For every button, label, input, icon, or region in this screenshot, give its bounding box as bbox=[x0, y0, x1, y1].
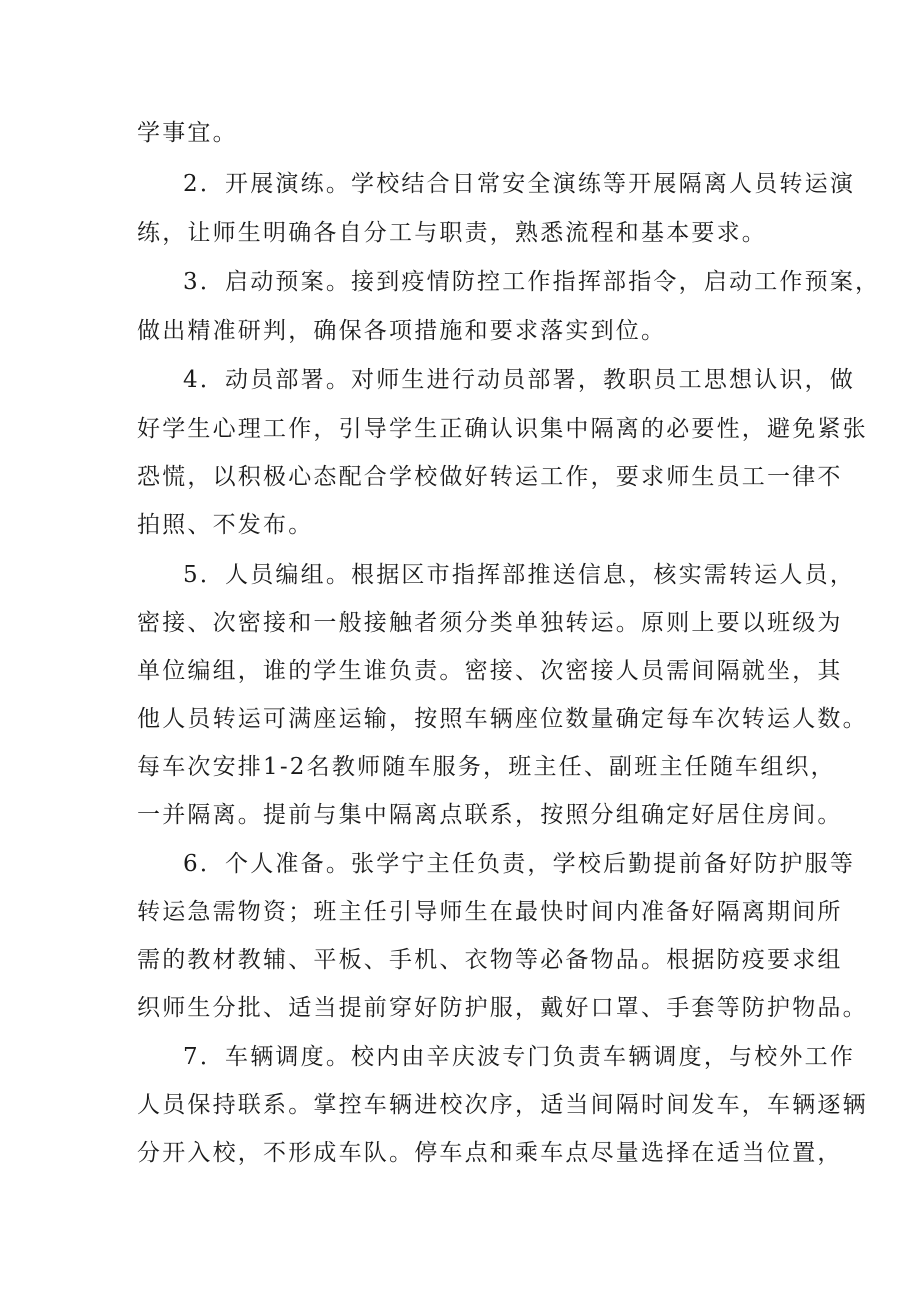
text-line-20: 7．车辆调度。校内由辛庆波专门负责车辆调度，与校外工作 bbox=[183, 1044, 856, 1070]
text-line-8: 恐慌，以积极心态配合学校做好转运工作，要求师生员工一律不 bbox=[137, 464, 843, 490]
text-line-7: 好学生心理工作，引导学生正确认识集中隔离的必要性，避免紧张 bbox=[137, 416, 868, 442]
text-line-2: 2．开展演练。学校结合日常安全演练等开展隔离人员转运演 bbox=[183, 171, 856, 197]
text-line-4: 3．启动预案。接到疫情防控工作指挥部指令，启动工作预案， bbox=[183, 269, 881, 295]
text-line-11: 密接、次密接和一般接触者须分类单独转运。原则上要以班级为 bbox=[137, 610, 843, 636]
text-line-19: 织师生分批、适当提前穿好防护服，戴好口罩、手套等防护物品。 bbox=[137, 995, 868, 1021]
text-line-17: 转运急需物资；班主任引导师生在最快时间内准备好隔离期间所 bbox=[137, 899, 843, 925]
text-line-9: 拍照、不发布。 bbox=[137, 512, 314, 538]
text-line-6: 4．动员部署。对师生进行动员部署，教职员工思想认识，做 bbox=[183, 367, 856, 393]
text-line-18: 需的教材教辅、平板、手机、衣物等必备物品。根据防疫要求组 bbox=[137, 947, 843, 973]
text-line-1: 学事宜。 bbox=[137, 120, 238, 146]
text-line-15: 一并隔离。提前与集中隔离点联系，按照分组确定好居住房间。 bbox=[137, 802, 843, 828]
text-line-13: 他人员转运可满座运输，按照车辆座位数量确定每车次转运人数。 bbox=[137, 706, 868, 732]
text-line-21: 人员保持联系。掌控车辆进校次序，适当间隔时间发车，车辆逐辆 bbox=[137, 1092, 868, 1118]
text-line-10: 5．人员编组。根据区市指挥部推送信息，核实需转运人员， bbox=[183, 562, 856, 588]
text-line-12: 单位编组，谁的学生谁负责。密接、次密接人员需间隔就坐，其 bbox=[137, 658, 843, 684]
text-line-3: 练，让师生明确各自分工与职责，熟悉流程和基本要求。 bbox=[137, 220, 767, 246]
text-line-5: 做出精准研判，确保各项措施和要求落实到位。 bbox=[137, 318, 667, 344]
text-line-14: 每车次安排1-2名教师随车服务，班主任、副班主任随车组织， bbox=[137, 754, 836, 780]
text-line-22: 分开入校，不形成车队。停车点和乘车点尽量选择在适当位置， bbox=[137, 1140, 843, 1166]
text-line-16: 6．个人准备。张学宁主任负责，学校后勤提前备好防护服等 bbox=[183, 851, 856, 877]
